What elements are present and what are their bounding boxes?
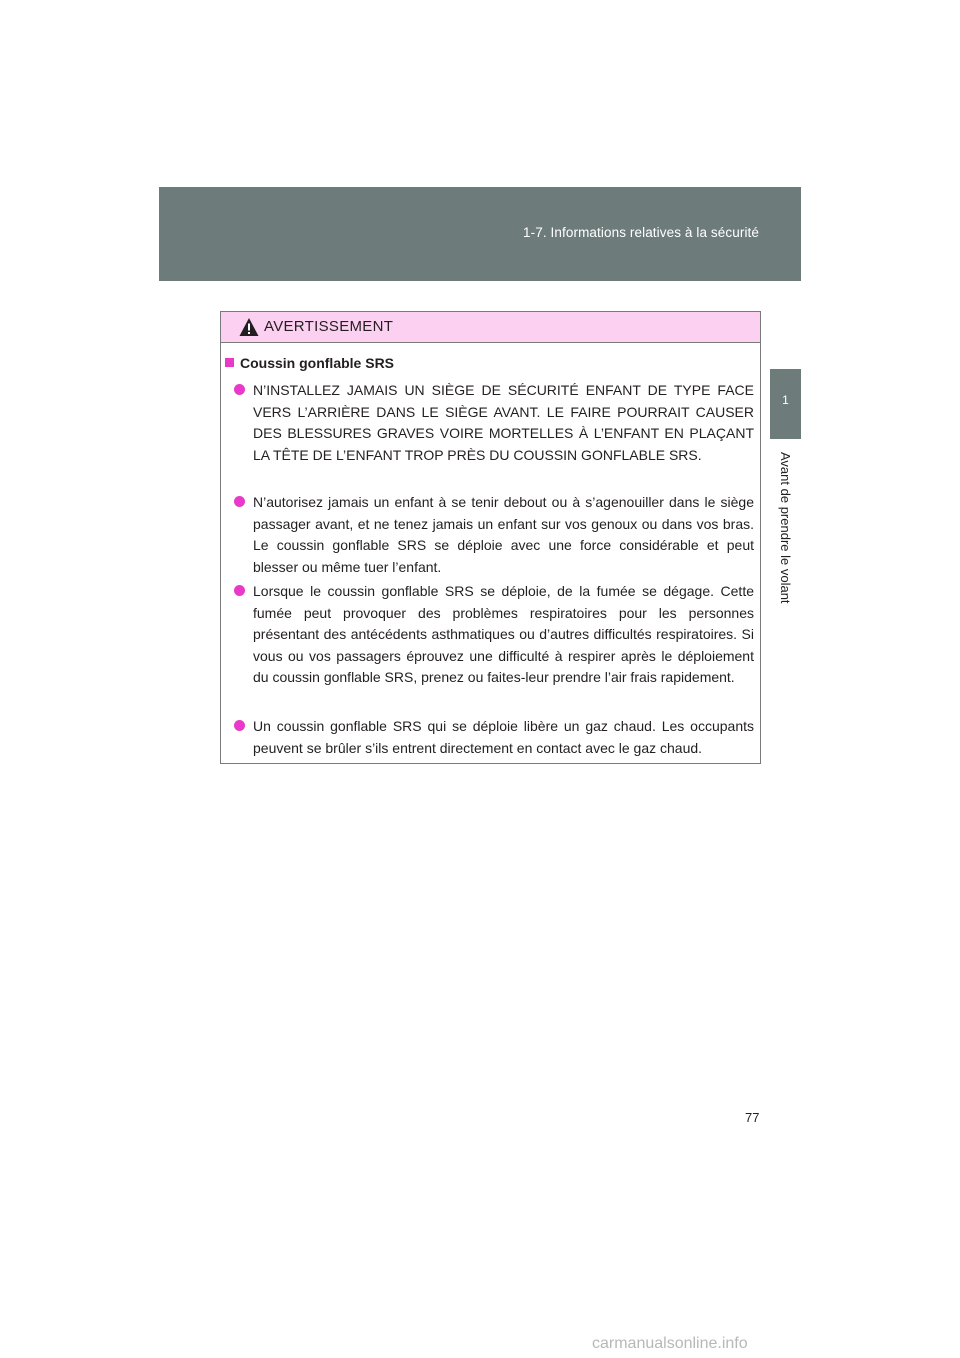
section-title: 1-7. Informations relatives à la sécurité [523,225,759,240]
square-bullet-icon [225,358,234,367]
warning-subheading [225,355,394,371]
chapter-number: 1 [782,393,789,407]
warning-title: AVERTISSEMENT [264,318,394,335]
warning-item-text: N’INSTALLEZ JAMAIS UN SIÈGE DE SÉCURITÉ ENFANT DE TYPE FACE VERS L’ARRIÈRE DANS LE SIÈGE AVANT. LE FAIRE POURRAIT CAUSER DES BLESSURES GRAVES VOIRE MORTELLES À L’ENFANT EN PLAÇANT LA TÊTE DE L’ENFANT TROP PRÈS DU COUSSIN GONFLABLE SRS. [253,382,754,463]
circle-bullet-icon [234,384,245,395]
warning-header [221,312,760,343]
section-header-band [159,187,801,281]
chapter-tab [770,369,801,439]
warning-subheading-text: Coussin gonflable SRS [240,355,395,371]
warning-item-text: Lorsque le coussin gonflable SRS se déploie, de la fumée se dégage. Cette fumée peut provoquer des problèmes respiratoires pour les personnes présentant des antécédents asthmatiques ou d’autres difficultés respiratoires. Si vous ou vos passagers éprouvez une difficulté à respirer après le déploiement du coussin gonflable SRS, prenez ou faites-leur prendre l’air frais rapidement. [253,583,754,685]
warning-item-text: N’autorisez jamais un enfant à se tenir debout ou à s’agenouiller dans le siège passager avant, et ne tenez jamais un enfant sur vos genoux ou dans vos bras. Le coussin gonflable SRS se déploie avec une force considérable et peut blesser ou même tuer l’enfant. [253,494,754,575]
page-number: 77 [745,1110,760,1125]
warning-item-text: Un coussin gonflable SRS qui se déploie libère un gaz chaud. Les occupants peuvent se brûler s’ils entrent directement en contact avec le gaz chaud. [253,718,754,756]
circle-bullet-icon [234,585,245,596]
chapter-label: Avant de prendre le volant [778,452,793,604]
warning-box [220,311,761,764]
circle-bullet-icon [234,496,245,507]
warning-triangle-icon [239,317,259,337]
chapter-label-container [771,452,801,622]
circle-bullet-icon [234,720,245,731]
watermark: carmanualsonline.info [592,1335,748,1352]
